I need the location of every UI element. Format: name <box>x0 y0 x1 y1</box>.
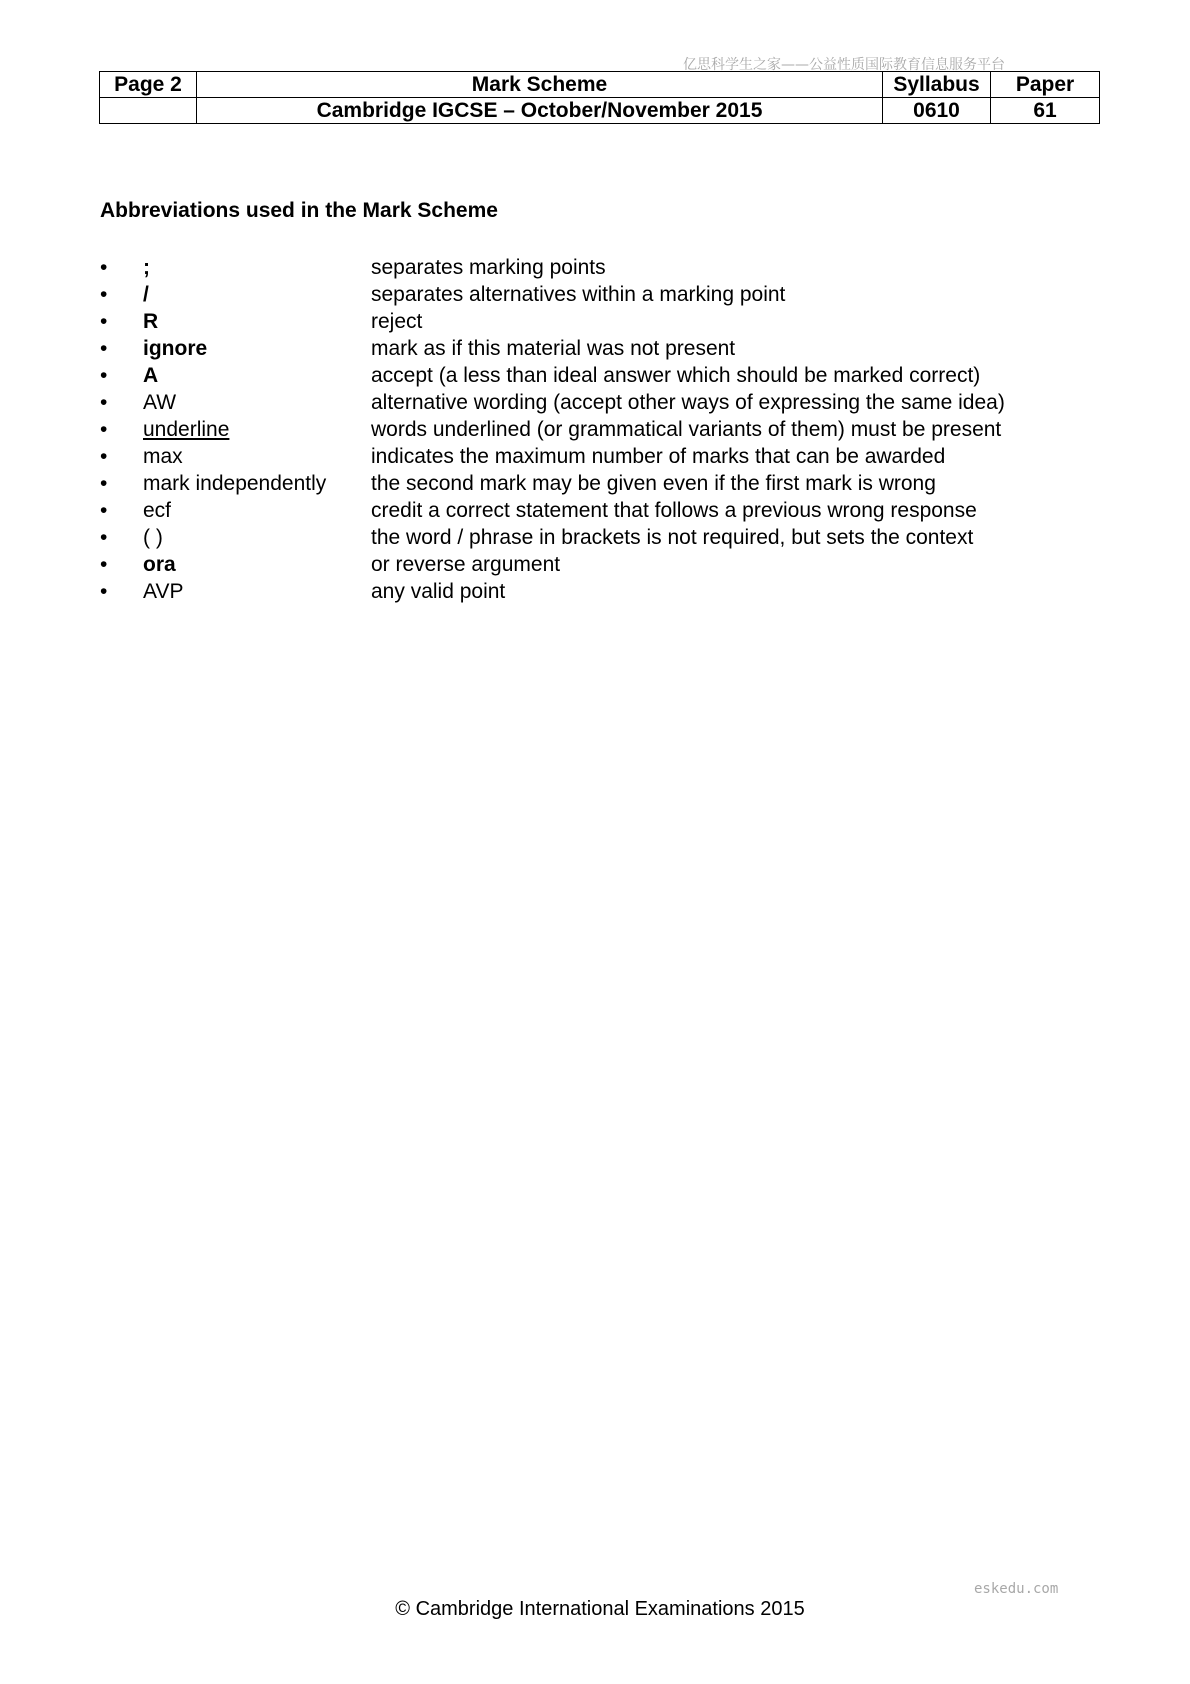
abbreviation-term: ignore <box>143 337 208 360</box>
abbreviation-meaning: the second mark may be given even if the first mark is wrong <box>371 472 936 495</box>
abbreviation-meaning: words underlined (or grammatical variants of them) must be present <box>371 418 1002 441</box>
abbreviation-item <box>100 335 1090 362</box>
bullet: • <box>100 337 108 360</box>
document-subtitle: Cambridge IGCSE – October/November 2015 <box>197 98 883 124</box>
abbreviation-item <box>100 524 1090 551</box>
abbreviation-item <box>100 551 1090 578</box>
watermark-top-text: 亿思科学生之家——公益性质国际教育信息服务平台 <box>683 57 1005 73</box>
abbreviation-item <box>100 362 1090 389</box>
abbreviation-item <box>100 308 1090 335</box>
abbreviation-term: R <box>143 310 159 333</box>
abbreviation-term: ( ) <box>143 526 163 549</box>
bullet: • <box>100 472 108 495</box>
abbreviation-item <box>100 578 1090 605</box>
abbreviation-meaning: alternative wording (accept other ways of expressing the same idea) <box>371 391 1005 414</box>
abbreviation-item <box>100 254 1090 281</box>
abbreviation-term: mark independently <box>143 472 327 495</box>
abbreviation-meaning: separates marking points <box>371 256 606 279</box>
abbreviation-item <box>100 389 1090 416</box>
bullet: • <box>100 445 108 468</box>
paper-value: 61 <box>991 98 1100 124</box>
watermark-bottom-text: eskedu.com <box>974 1581 1059 1597</box>
section-heading: Abbreviations used in the Mark Scheme <box>100 199 498 222</box>
abbreviation-term: underline <box>143 418 230 441</box>
abbreviation-meaning: indicates the maximum number of marks that can be awarded <box>371 445 946 468</box>
abbreviation-meaning: any valid point <box>371 580 506 603</box>
header-row-1 <box>100 72 1100 98</box>
abbreviation-meaning: reject <box>371 310 423 333</box>
bullet: • <box>100 391 108 414</box>
abbreviation-item <box>100 416 1090 443</box>
abbreviation-item <box>100 470 1090 497</box>
abbreviation-item <box>100 497 1090 524</box>
header-row-2 <box>100 98 1100 124</box>
abbreviation-meaning: accept (a less than ideal answer which should be marked correct) <box>371 364 981 387</box>
abbreviation-list <box>100 254 1090 605</box>
abbreviation-term: AVP <box>143 580 184 603</box>
syllabus-label: Syllabus <box>883 72 991 98</box>
abbreviation-meaning: separates alternatives within a marking point <box>371 283 786 306</box>
abbreviation-term: ora <box>143 553 176 576</box>
bullet: • <box>100 283 108 306</box>
header-table <box>99 71 1100 124</box>
abbreviation-item <box>100 443 1090 470</box>
abbreviation-item <box>100 281 1090 308</box>
abbreviation-meaning: the word / phrase in brackets is not required, but sets the context <box>371 526 974 549</box>
abbreviation-meaning: mark as if this material was not present <box>371 337 736 360</box>
abbreviation-term: / <box>143 283 149 306</box>
abbreviation-term: ecf <box>143 499 172 522</box>
bullet: • <box>100 499 108 522</box>
syllabus-value: 0610 <box>883 98 991 124</box>
bullet: • <box>100 418 108 441</box>
bullet: • <box>100 256 108 279</box>
abbreviation-term: A <box>143 364 159 387</box>
paper-label: Paper <box>991 72 1100 98</box>
page-label: Page 2 <box>100 72 197 98</box>
empty-cell <box>100 98 197 124</box>
bullet: • <box>100 310 108 333</box>
bullet: • <box>100 526 108 549</box>
document-title: Mark Scheme <box>197 72 883 98</box>
abbreviation-term: AW <box>143 391 177 414</box>
bullet: • <box>100 580 108 603</box>
bullet: • <box>100 553 108 576</box>
abbreviation-term: ; <box>143 256 150 279</box>
abbreviation-meaning: or reverse argument <box>371 553 561 576</box>
abbreviation-term: max <box>143 445 183 468</box>
bullet: • <box>100 364 108 387</box>
abbreviation-meaning: credit a correct statement that follows a previous wrong response <box>371 499 977 522</box>
footer-copyright: © Cambridge International Examinations 2015 <box>395 1598 805 1620</box>
